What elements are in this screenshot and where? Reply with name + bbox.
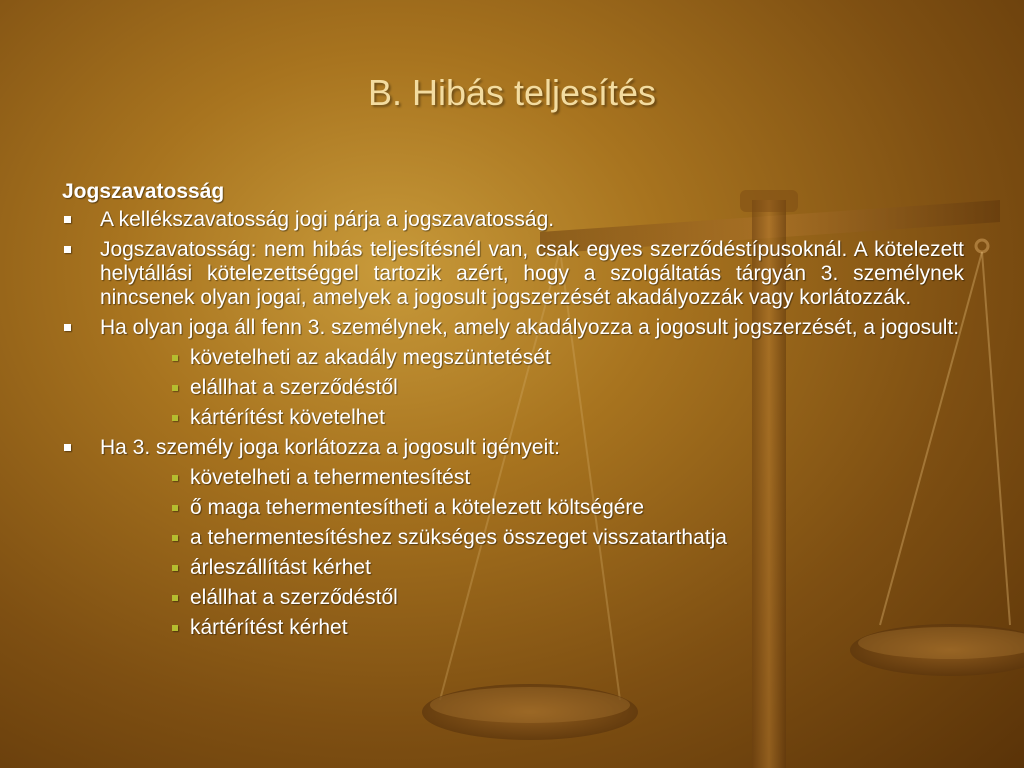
square-bullet-icon — [172, 595, 178, 601]
square-bullet-icon — [64, 216, 71, 223]
bullet-text: A kellékszavatosság jogi párja a jogszavatosság. — [100, 208, 555, 231]
square-bullet-icon — [64, 324, 71, 331]
sub-bullet-text: a tehermentesítéshez szükséges összeget visszatarthatja — [190, 526, 727, 549]
square-bullet-icon — [172, 385, 178, 391]
square-bullet-icon — [172, 505, 178, 511]
square-bullet-icon — [64, 246, 71, 253]
sub-bullet-text: elállhat a szerződéstől — [190, 586, 398, 609]
bullet-item — [62, 208, 964, 232]
sub-bullet-text: követelheti a tehermentesítést — [190, 466, 471, 489]
sub-bullet-text: követelheti az akadály megszüntetését — [190, 346, 551, 369]
section-heading: Jogszavatosság — [62, 180, 225, 203]
sub-bullet-text: kártérítést követelhet — [190, 406, 385, 429]
square-bullet-icon — [64, 444, 71, 451]
sub-bullet-item — [62, 376, 964, 400]
sub-bullet-item — [62, 466, 964, 490]
square-bullet-icon — [172, 625, 178, 631]
sub-bullet-item — [62, 496, 964, 520]
sub-bullet-item — [62, 616, 964, 640]
bullet-text: Ha 3. személy joga korlátozza a jogosult igényeit: — [100, 436, 560, 459]
bullet-item — [62, 316, 964, 340]
bullet-text: Ha olyan joga áll fenn 3. személynek, amely akadályozza a jogosult jogszerzését, a jogosult: — [100, 316, 960, 339]
sub-bullet-item — [62, 346, 964, 370]
square-bullet-icon — [172, 355, 178, 361]
slide-body — [62, 180, 964, 646]
sub-bullet-item — [62, 406, 964, 430]
bullet-text: Jogszavatosság: nem hibás teljesítésnél van, csak egyes szerződéstípusoknál. A kötelezett helytállási kötelezettséggel tartozik azért, hogy a szolgáltatás tárgyán 3. személynek nincsenek olyan jogai, amelyek a jogosult jogszerzését akadályozzák vagy korlátozzák. — [100, 238, 964, 309]
slide-title: B. Hibás teljesítés — [367, 72, 657, 113]
square-bullet-icon — [172, 535, 178, 541]
sub-bullet-text: ő maga tehermentesítheti a kötelezett költségére — [190, 496, 645, 519]
sub-bullet-item — [62, 526, 964, 550]
bullet-item — [62, 436, 964, 460]
square-bullet-icon — [172, 565, 178, 571]
sub-bullet-text: árleszállítást kérhet — [190, 556, 371, 579]
sub-bullet-item — [62, 586, 964, 610]
square-bullet-icon — [172, 415, 178, 421]
sub-bullet-item — [62, 556, 964, 580]
sub-bullet-text: elállhat a szerződéstől — [190, 376, 398, 399]
bullet-item — [62, 238, 964, 310]
sub-bullet-text: kártérítést kérhet — [190, 616, 348, 639]
square-bullet-icon — [172, 475, 178, 481]
